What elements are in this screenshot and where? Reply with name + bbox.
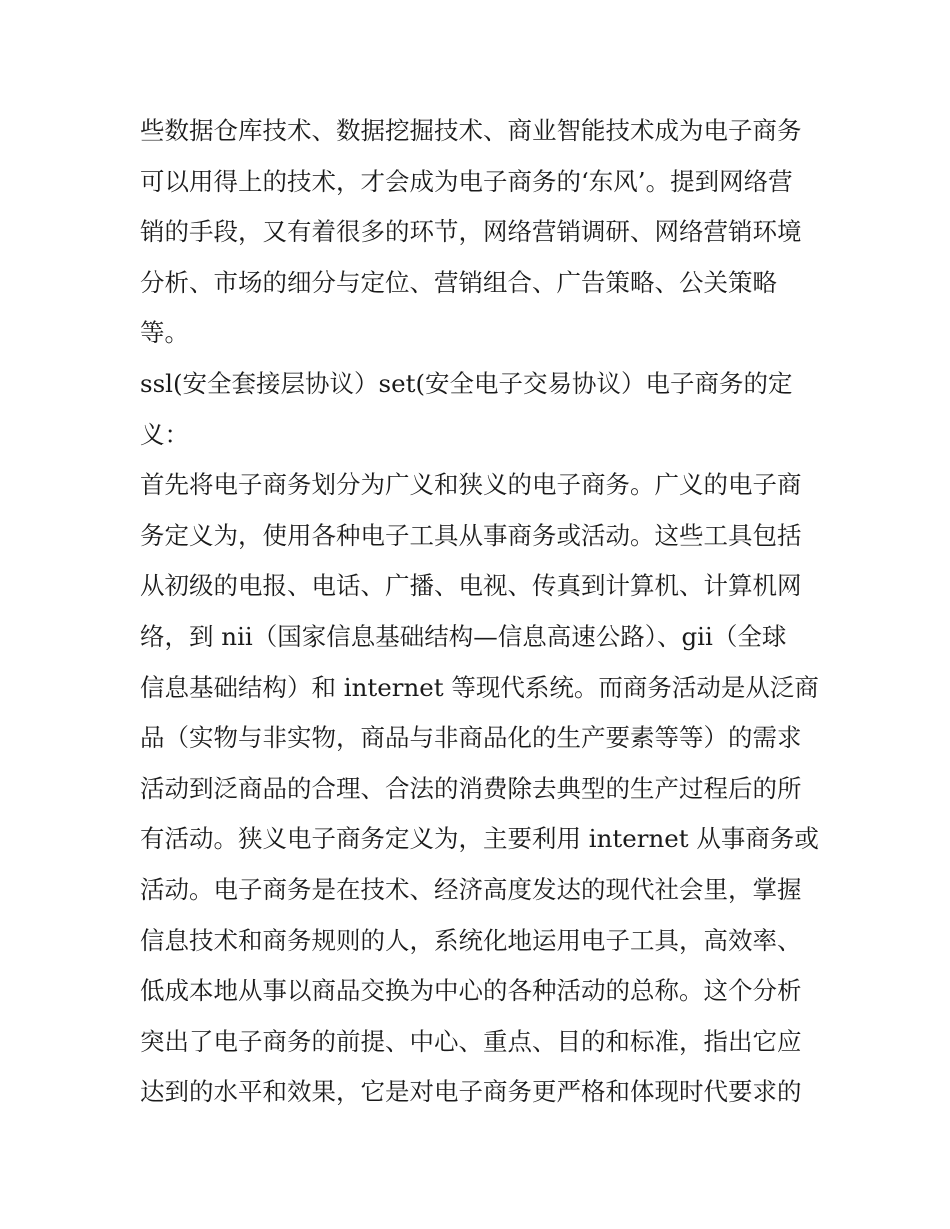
text-line: 义： [140, 419, 189, 449]
text-line: 信息基础结构）和 internet 等现代系统。而商务活动是从泛商 [140, 672, 819, 702]
body-text [140, 106, 820, 1118]
text-line: 首先将电子商务划分为广义和狭义的电子商务。广义的电子商 [140, 470, 802, 500]
text-line: 络，到 nii（国家信息基础结构—信息高速公路）、gii（全球 [140, 621, 787, 651]
text-line: 可以用得上的技术，才会成为电子商务的‘东风’。提到网络营 [140, 166, 793, 196]
text-line: 从初级的电报、电话、广播、电视、传真到计算机、计算机网 [140, 571, 802, 601]
text-line: 活动到泛商品的合理、合法的消费除去典型的生产过程后的所 [140, 773, 802, 803]
text-line: 有活动。狭义电子商务定义为，主要利用 internet 从事商务或 [140, 824, 819, 854]
text-line: ssl(安全套接层协议）set(安全电子交易协议）电子商务的定 [140, 368, 793, 398]
text-line: 等。 [140, 318, 189, 348]
text-line: 务定义为，使用各种电子工具从事商务或活动。这些工具包括 [140, 520, 802, 550]
text-line: 些数据仓库技术、数据挖掘技术、商业智能技术成为电子商务 [140, 116, 802, 145]
text-line: 达到的水平和效果，它是对电子商务更严格和体现时代要求的 [140, 1077, 802, 1107]
text-line: 品（实物与非实物，商品与非商品化的生产要素等等）的需求 [140, 723, 802, 753]
text-line: 突出了电子商务的前提、中心、重点、目的和标准，指出它应 [140, 1026, 802, 1056]
text-line: 低成本地从事以商品交换为中心的各种活动的总称。这个分析 [140, 976, 802, 1006]
text-line: 信息技术和商务规则的人，系统化地运用电子工具，高效率、 [140, 925, 802, 955]
text-line: 活动。电子商务是在技术、经济高度发达的现代社会里，掌握 [140, 874, 802, 904]
text-line: 分析、市场的细分与定位、营销组合、广告策略、公关策略 [140, 267, 777, 297]
text-line: 销的手段，又有着很多的环节，网络营销调研、网络营销环境 [140, 217, 802, 247]
